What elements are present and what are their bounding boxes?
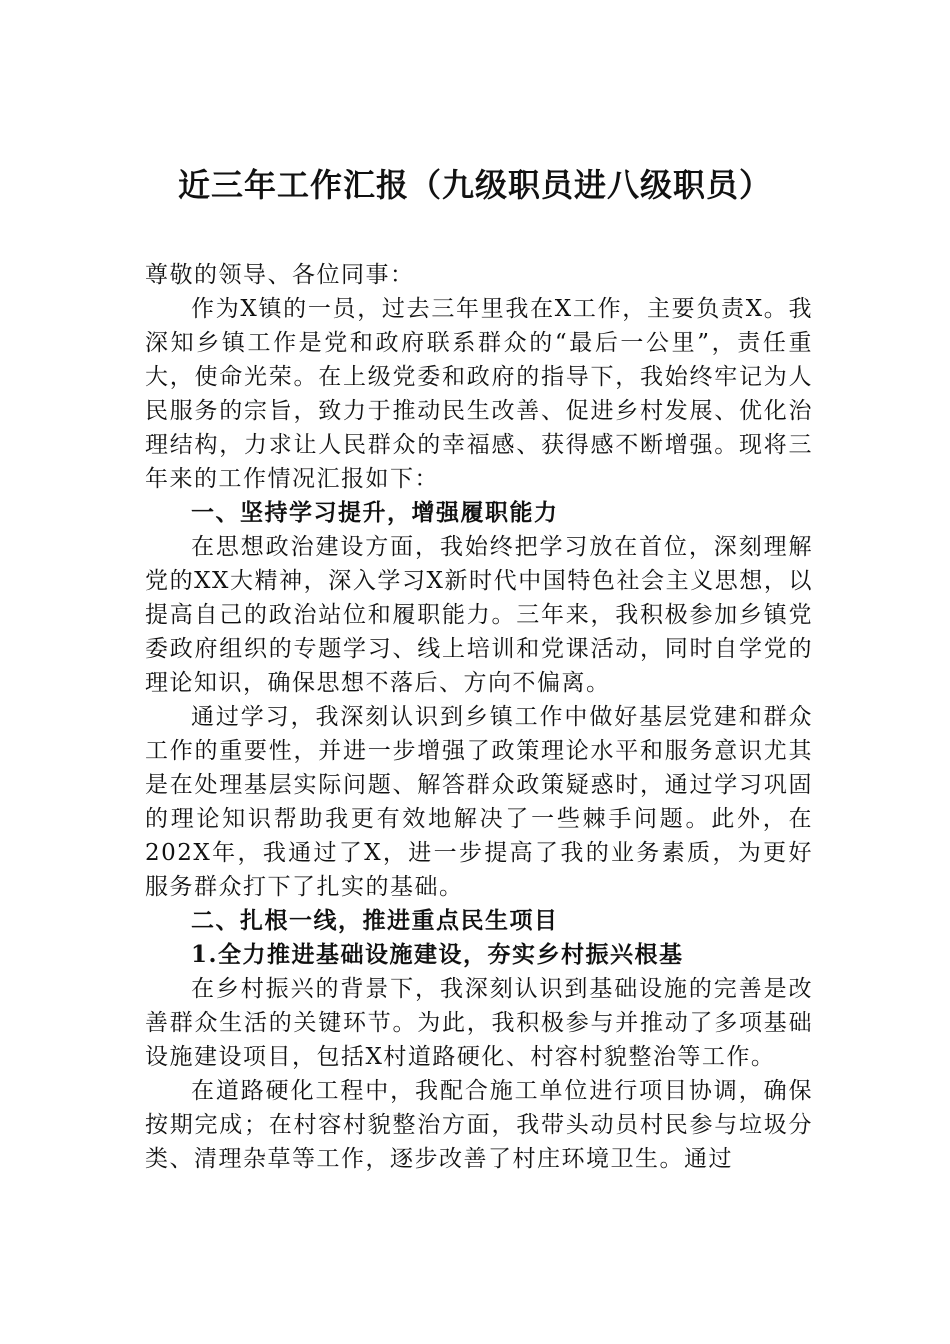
paragraph-intro: 作为X镇的一员，过去三年里我在X工作，主要负责X。我深知乡镇工作是党和政府联系群众的“最后一公里”，责任重大，使命光荣。在上级党委和政府的指导下，我始终牢记为人民服务的宗旨，致力于推动民生改善、促进乡村发展、优化治理结构，力求让人民群众的幸福感、获得感不断增强。现将三年来的工作情况汇报如下：: [145, 296, 813, 492]
paragraph-study-1: 在思想政治建设方面，我始终把学习放在首位，深刻理解党的XX大精神，深入学习X新时代中国特色社会主义思想，以提高自己的政治站位和履职能力。三年来，我积极参加乡镇党委政府组织的专题学习、线上培训和党课活动，同时自学党的理论知识，确保思想不落后、方向不偏离。: [145, 534, 813, 696]
paragraph-study-2: 通过学习，我深刻认识到乡镇工作中做好基层党建和群众工作的重要性，并进一步增强了政策理论水平和服务意识尤其是在处理基层实际问题、解答群众政策疑惑时，通过学习巩固的理论知识帮助我更有效地解决了一些棘手问题。此外，在202X年，我通过了X，进一步提高了我的业务素质，为更好服务群众打下了扎实的基础。: [145, 704, 813, 900]
section-heading-2: 二、扎根一线，推进重点民生项目: [191, 907, 559, 934]
document-title: 近三年工作汇报（九级职员进八级职员）: [177, 166, 772, 204]
paragraph-infra-2: 在道路硬化工程中，我配合施工单位进行项目协调，确保按期完成；在村容村貌整治方面，我带头动员村民参与垃圾分类、清理杂草等工作，逐步改善了村庄环境卫生。通过: [145, 1078, 813, 1172]
paragraph-infra-1: 在乡村振兴的背景下，我深刻认识到基础设施的完善是改善群众生活的关键环节。为此，我积极参与并推动了多项基础设施建设项目，包括X村道路硬化、村容村貌整治等工作。: [145, 976, 813, 1070]
subsection-heading-2-1: 1.全力推进基础设施建设，夯实乡村振兴根基: [191, 941, 684, 968]
section-heading-1: 一、坚持学习提升，增强履职能力: [191, 499, 559, 526]
salutation: 尊敬的领导、各位同事：: [145, 262, 415, 288]
document-body: [145, 258, 813, 1176]
